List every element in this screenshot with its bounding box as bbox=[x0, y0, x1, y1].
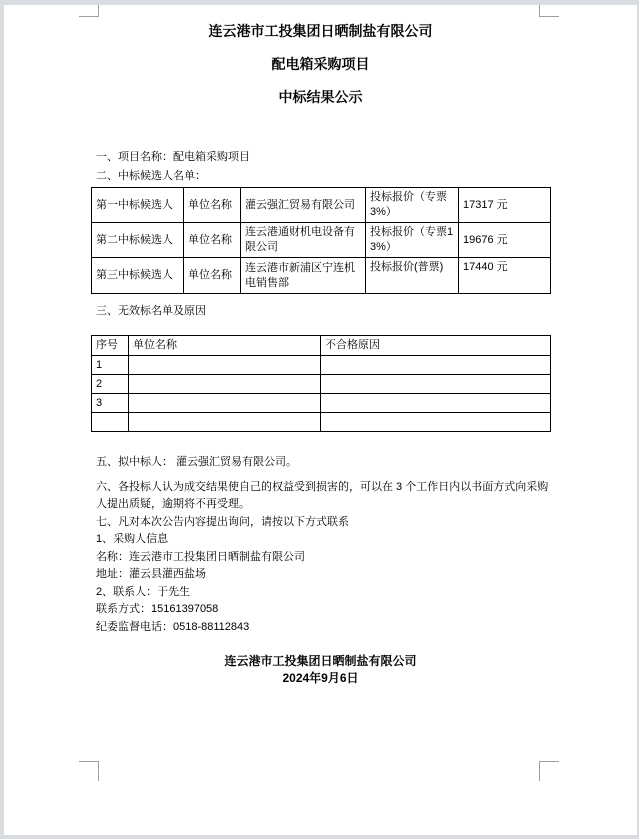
buyer-address: 地址：灌云县灌西盐场 bbox=[96, 568, 206, 580]
candidate-row-2 bbox=[92, 223, 551, 258]
section-1-project-name: 一、项目名称：配电箱采购项目 bbox=[96, 151, 250, 163]
invalid-row-2 bbox=[92, 375, 551, 394]
supervision-phone: 纪委监督电话：0518-88112843 bbox=[96, 620, 250, 633]
doc-title-project: 配电箱采购项目 bbox=[271, 56, 370, 72]
col-header-reason: 不合格原因 bbox=[321, 336, 551, 356]
contact-phone: 联系方式：15161397058 bbox=[96, 603, 219, 615]
invalid-row-1 bbox=[92, 356, 551, 375]
candidate-row-1 bbox=[92, 188, 551, 223]
bid-price-value: 17317 元 bbox=[459, 188, 551, 223]
buyer-name: 名称：连云港市工投集团日晒制盐有限公司 bbox=[96, 550, 305, 563]
candidate-row-3 bbox=[92, 258, 551, 294]
candidate-rank: 第一中标候选人 bbox=[92, 188, 184, 223]
candidate-company: 连云港市新浦区宁连机电销售部 bbox=[241, 258, 366, 294]
bid-price-value: 17440 元 bbox=[459, 258, 551, 294]
unit-name-cell bbox=[129, 356, 321, 375]
invalid-table-header-row bbox=[92, 336, 551, 356]
bid-price-label: 投标报价(普票) bbox=[366, 258, 459, 294]
contact-person: 2、联系人：于先生 bbox=[96, 585, 191, 598]
unit-name-label: 单位名称 bbox=[184, 223, 241, 258]
candidate-rank: 第三中标候选人 bbox=[92, 258, 184, 294]
section-2-candidates-heading: 二、中标候选人名单： bbox=[96, 170, 206, 182]
bid-price-value: 19676 元 bbox=[459, 223, 551, 258]
row-index: 2 bbox=[92, 375, 129, 394]
reason-cell bbox=[321, 413, 551, 432]
document-header bbox=[91, 21, 550, 120]
unit-name-cell bbox=[129, 394, 321, 413]
signature-company: 连云港市工投集团日晒制盐有限公司 bbox=[224, 654, 417, 668]
document-page bbox=[4, 5, 637, 835]
unit-name-label: 单位名称 bbox=[184, 188, 241, 223]
reason-cell bbox=[321, 356, 551, 375]
row-index bbox=[92, 413, 129, 432]
section-3-invalid-heading: 三、无效标名单及原因 bbox=[96, 305, 206, 317]
buyer-info-heading: 1、采购人信息 bbox=[96, 533, 169, 545]
signature-date: 2024年9月6日 bbox=[282, 671, 359, 685]
invalid-row-4 bbox=[92, 413, 551, 432]
doc-title-announcement: 中标结果公示 bbox=[278, 89, 363, 105]
unit-name-label: 单位名称 bbox=[184, 258, 241, 294]
col-header-unit-name: 单位名称 bbox=[129, 336, 321, 356]
candidates-table bbox=[91, 187, 551, 294]
candidate-company: 灌云强汇贸易有限公司 bbox=[241, 188, 366, 223]
invalid-bids-table bbox=[91, 335, 551, 432]
section-7-contact-intro: 七、凡对本次公告内容提出询问，请按以下方式联系 bbox=[96, 515, 349, 528]
candidate-rank: 第二中标候选人 bbox=[92, 223, 184, 258]
section-6-objection-notice: 六、各投标人认为成交结果使自己的权益受到损害的，可以在 3 个工作日内以书面方式向采购人提出质疑，逾期将不再受理。 bbox=[96, 480, 549, 510]
unit-name-cell bbox=[129, 375, 321, 394]
bid-price-label: 投标报价（专票3%） bbox=[366, 188, 459, 223]
section-5-proposed-winner: 五、拟中标人： 灌云强汇贸易有限公司。 bbox=[96, 456, 298, 468]
candidate-company: 连云港通财机电设备有限公司 bbox=[241, 223, 366, 258]
unit-name-cell bbox=[129, 413, 321, 432]
invalid-row-3 bbox=[92, 394, 551, 413]
document-content bbox=[91, 5, 550, 835]
notes-and-contact-block bbox=[96, 454, 550, 636]
signature-block bbox=[91, 653, 550, 687]
reason-cell bbox=[321, 375, 551, 394]
bid-price-label: 投标报价（专票13%） bbox=[366, 223, 459, 258]
row-index: 1 bbox=[92, 356, 129, 375]
col-header-index: 序号 bbox=[92, 336, 129, 356]
row-index: 3 bbox=[92, 394, 129, 413]
reason-cell bbox=[321, 394, 551, 413]
doc-title-company: 连云港市工投集团日晒制盐有限公司 bbox=[208, 23, 433, 39]
